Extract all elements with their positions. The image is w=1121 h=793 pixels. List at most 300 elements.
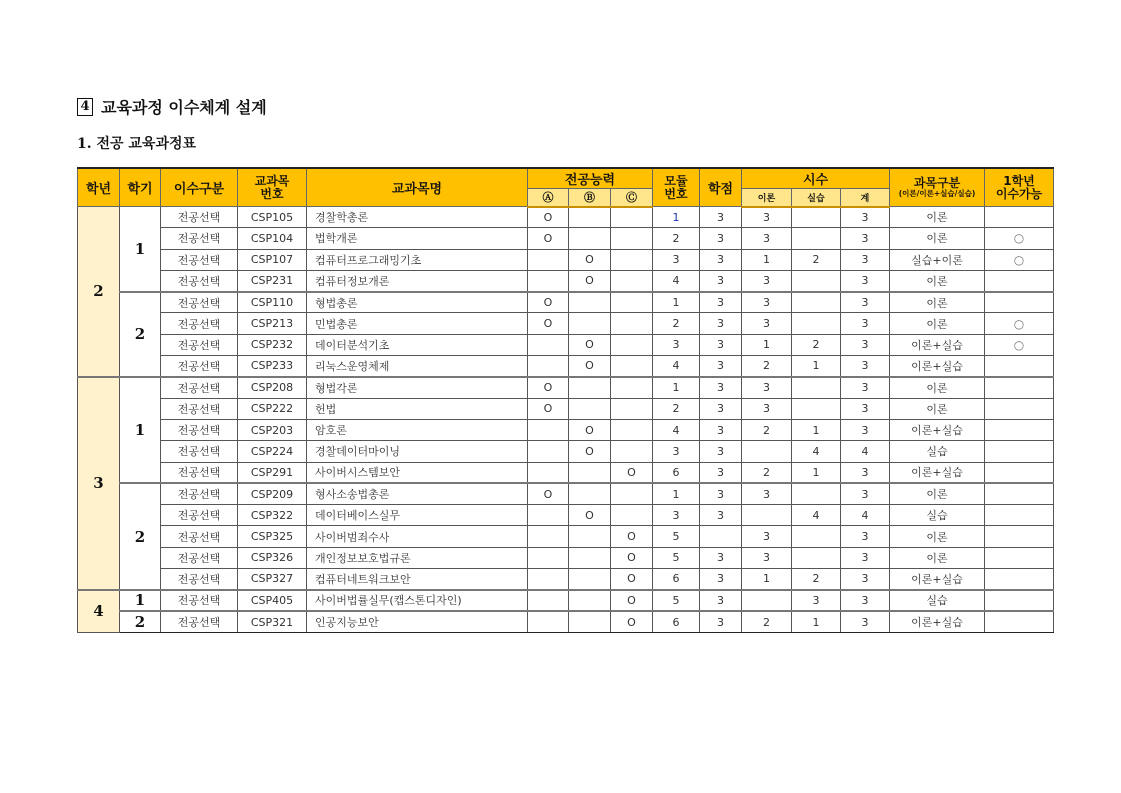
- hours-practice-cell: 1: [792, 611, 841, 632]
- competency-b-cell: [569, 590, 611, 611]
- course-name-cell: 형사소송법총론: [307, 483, 528, 504]
- competency-a-cell: [528, 611, 569, 632]
- first-year-cell: [985, 419, 1054, 440]
- header-hours-total: 계: [841, 189, 890, 207]
- hours-total-cell: 3: [841, 483, 890, 504]
- competency-a-cell: [528, 526, 569, 547]
- type-cell: 전공선택: [161, 483, 238, 504]
- year-cell: 3: [78, 377, 120, 590]
- course-code-cell: CSP326: [238, 547, 307, 568]
- competency-b-cell: [569, 611, 611, 632]
- hours-practice-cell: [792, 292, 841, 313]
- header-category-note: (이론/이론+실습/실습): [898, 189, 976, 198]
- table-row: [78, 569, 1054, 590]
- type-cell: 전공선택: [161, 611, 238, 632]
- course-code-cell: CSP321: [238, 611, 307, 632]
- category-cell: 이론+실습: [890, 334, 985, 355]
- header-course-code-line1: 교과목: [254, 173, 290, 188]
- competency-b-cell: O: [569, 441, 611, 462]
- competency-b-cell: [569, 526, 611, 547]
- competency-a-cell: [528, 419, 569, 440]
- hours-practice-cell: 4: [792, 505, 841, 526]
- course-code-cell: CSP209: [238, 483, 307, 504]
- hours-total-cell: 3: [841, 569, 890, 590]
- hours-practice-cell: [792, 377, 841, 398]
- type-cell: 전공선택: [161, 313, 238, 334]
- category-cell: 이론: [890, 228, 985, 249]
- header-year: 학년: [78, 168, 120, 207]
- first-year-cell: [985, 398, 1054, 419]
- semester-cell: 1: [120, 377, 161, 483]
- credits-cell: 3: [700, 569, 742, 590]
- hours-theory-cell: [742, 590, 792, 611]
- module-cell: 6: [653, 569, 700, 590]
- module-cell: 5: [653, 526, 700, 547]
- semester-cell: 1: [120, 590, 161, 611]
- hours-total-cell: 3: [841, 292, 890, 313]
- semester-cell: 2: [120, 483, 161, 589]
- course-name-cell: 인공지능보안: [307, 611, 528, 632]
- type-cell: 전공선택: [161, 569, 238, 590]
- header-competency-a: Ⓐ: [528, 189, 569, 207]
- table-row: [78, 249, 1054, 270]
- category-cell: 이론+실습: [890, 569, 985, 590]
- first-year-cell: [985, 462, 1054, 483]
- category-cell: 이론+실습: [890, 356, 985, 377]
- course-name-cell: 헌법: [307, 398, 528, 419]
- hours-total-cell: 3: [841, 249, 890, 270]
- table-row: [78, 505, 1054, 526]
- header-semester: 학기: [120, 168, 161, 207]
- competency-c-cell: [611, 270, 653, 291]
- competency-b-cell: [569, 207, 611, 228]
- type-cell: 전공선택: [161, 356, 238, 377]
- table-row: [78, 462, 1054, 483]
- credits-cell: 3: [700, 419, 742, 440]
- competency-b-cell: [569, 462, 611, 483]
- table-row: [78, 377, 1054, 398]
- competency-a-cell: [528, 590, 569, 611]
- course-code-cell: CSP405: [238, 590, 307, 611]
- course-name-cell: 경찰학총론: [307, 207, 528, 228]
- hours-total-cell: 3: [841, 228, 890, 249]
- type-cell: 전공선택: [161, 228, 238, 249]
- first-year-cell: [985, 441, 1054, 462]
- module-cell: 4: [653, 270, 700, 291]
- course-name-cell: 컴퓨터정보개론: [307, 270, 528, 291]
- table-row: [78, 611, 1054, 632]
- credits-cell: 3: [700, 505, 742, 526]
- competency-c-cell: [611, 483, 653, 504]
- header-competency-b: Ⓑ: [569, 189, 611, 207]
- hours-practice-cell: 2: [792, 569, 841, 590]
- table-row: [78, 590, 1054, 611]
- competency-a-cell: [528, 249, 569, 270]
- course-name-cell: 데이터분석기초: [307, 334, 528, 355]
- type-cell: 전공선택: [161, 270, 238, 291]
- course-code-cell: CSP232: [238, 334, 307, 355]
- competency-b-cell: O: [569, 249, 611, 270]
- hours-total-cell: 3: [841, 377, 890, 398]
- competency-b-cell: O: [569, 270, 611, 291]
- hours-total-cell: 3: [841, 462, 890, 483]
- competency-b-cell: [569, 377, 611, 398]
- type-cell: 전공선택: [161, 419, 238, 440]
- competency-c-cell: [611, 419, 653, 440]
- header-course-code-line2: 번호: [260, 186, 284, 201]
- subsection-heading: 1. 전공 교육과정표: [77, 136, 197, 152]
- hours-practice-cell: [792, 207, 841, 228]
- hours-total-cell: 3: [841, 419, 890, 440]
- competency-a-cell: O: [528, 483, 569, 504]
- hours-total-cell: 3: [841, 590, 890, 611]
- competency-c-cell: [611, 356, 653, 377]
- competency-c-cell: [611, 334, 653, 355]
- credits-cell: 3: [700, 270, 742, 291]
- table-row: [78, 483, 1054, 504]
- hours-practice-cell: [792, 526, 841, 547]
- course-name-cell: 형법각론: [307, 377, 528, 398]
- competency-c-cell: [611, 249, 653, 270]
- course-code-cell: CSP325: [238, 526, 307, 547]
- hours-total-cell: 3: [841, 547, 890, 568]
- course-code-cell: CSP104: [238, 228, 307, 249]
- hours-practice-cell: 3: [792, 590, 841, 611]
- first-year-cell: ○: [985, 334, 1054, 355]
- module-cell: 3: [653, 441, 700, 462]
- type-cell: 전공선택: [161, 526, 238, 547]
- header-category: [890, 168, 985, 207]
- header-credits: 학점: [700, 168, 742, 207]
- type-cell: 전공선택: [161, 590, 238, 611]
- competency-c-cell: [611, 398, 653, 419]
- hours-theory-cell: 3: [742, 207, 792, 228]
- hours-total-cell: 3: [841, 526, 890, 547]
- first-year-cell: [985, 292, 1054, 313]
- credits-cell: 3: [700, 441, 742, 462]
- competency-b-cell: [569, 313, 611, 334]
- first-year-cell: ○: [985, 313, 1054, 334]
- credits-cell: 3: [700, 228, 742, 249]
- header-competency: 전공능력: [528, 168, 653, 189]
- hours-total-cell: 3: [841, 611, 890, 632]
- competency-a-cell: O: [528, 292, 569, 313]
- credits-cell: 3: [700, 398, 742, 419]
- hours-theory-cell: 3: [742, 526, 792, 547]
- course-code-cell: CSP203: [238, 419, 307, 440]
- hours-practice-cell: [792, 313, 841, 334]
- competency-a-cell: [528, 441, 569, 462]
- type-cell: 전공선택: [161, 462, 238, 483]
- module-cell: 1: [653, 483, 700, 504]
- hours-theory-cell: 2: [742, 356, 792, 377]
- header-module-line1: 모듈: [664, 173, 688, 188]
- hours-theory-cell: 2: [742, 611, 792, 632]
- competency-b-cell: [569, 547, 611, 568]
- competency-a-cell: O: [528, 207, 569, 228]
- course-code-cell: CSP105: [238, 207, 307, 228]
- competency-b-cell: O: [569, 419, 611, 440]
- header-first-year-line1: 1학년: [1003, 173, 1035, 188]
- module-cell: 5: [653, 590, 700, 611]
- course-name-cell: 법학개론: [307, 228, 528, 249]
- competency-a-cell: O: [528, 398, 569, 419]
- year-cell: 2: [78, 207, 120, 377]
- first-year-cell: [985, 483, 1054, 504]
- competency-c-cell: [611, 441, 653, 462]
- competency-c-cell: O: [611, 526, 653, 547]
- category-cell: 이론+실습: [890, 419, 985, 440]
- hours-theory-cell: 2: [742, 462, 792, 483]
- module-cell: 4: [653, 419, 700, 440]
- hours-theory-cell: 2: [742, 419, 792, 440]
- hours-theory-cell: [742, 505, 792, 526]
- competency-c-cell: O: [611, 462, 653, 483]
- credits-cell: 3: [700, 292, 742, 313]
- year-cell: 4: [78, 590, 120, 633]
- header-module: [653, 168, 700, 207]
- course-name-cell: 사이버범죄수사: [307, 526, 528, 547]
- credits-cell: 3: [700, 462, 742, 483]
- type-cell: 전공선택: [161, 377, 238, 398]
- module-cell: 3: [653, 334, 700, 355]
- hours-practice-cell: 1: [792, 419, 841, 440]
- course-code-cell: CSP107: [238, 249, 307, 270]
- hours-theory-cell: 3: [742, 313, 792, 334]
- course-code-cell: CSP213: [238, 313, 307, 334]
- table-row: [78, 398, 1054, 419]
- first-year-cell: [985, 611, 1054, 632]
- competency-b-cell: [569, 292, 611, 313]
- table-row: [78, 526, 1054, 547]
- module-cell: 3: [653, 505, 700, 526]
- course-code-cell: CSP224: [238, 441, 307, 462]
- competency-a-cell: O: [528, 313, 569, 334]
- category-cell: 이론+실습: [890, 611, 985, 632]
- hours-practice-cell: 1: [792, 462, 841, 483]
- first-year-cell: [985, 569, 1054, 590]
- header-course-code: [238, 168, 307, 207]
- type-cell: 전공선택: [161, 441, 238, 462]
- category-cell: 실습: [890, 590, 985, 611]
- table-row: [78, 334, 1054, 355]
- course-code-cell: CSP208: [238, 377, 307, 398]
- course-name-cell: 개인정보보호법규론: [307, 547, 528, 568]
- course-code-cell: CSP322: [238, 505, 307, 526]
- competency-b-cell: [569, 228, 611, 249]
- table-row: [78, 547, 1054, 568]
- course-name-cell: 컴퓨터프로그래밍기초: [307, 249, 528, 270]
- module-cell: 6: [653, 462, 700, 483]
- header-course-name: 교과목명: [307, 168, 528, 207]
- module-cell: 3: [653, 249, 700, 270]
- first-year-cell: [985, 505, 1054, 526]
- first-year-cell: [985, 526, 1054, 547]
- category-cell: 이론: [890, 398, 985, 419]
- hours-theory-cell: 3: [742, 270, 792, 291]
- course-name-cell: 암호론: [307, 419, 528, 440]
- hours-practice-cell: 2: [792, 249, 841, 270]
- header-hours: 시수: [742, 168, 890, 189]
- course-name-cell: 형법총론: [307, 292, 528, 313]
- competency-b-cell: [569, 398, 611, 419]
- hours-practice-cell: [792, 547, 841, 568]
- first-year-cell: ○: [985, 249, 1054, 270]
- header-hours-theory: 이론: [742, 189, 792, 207]
- type-cell: 전공선택: [161, 398, 238, 419]
- course-name-cell: 컴퓨터네트워크보안: [307, 569, 528, 590]
- module-cell: 1: [653, 207, 700, 228]
- hours-total-cell: 3: [841, 334, 890, 355]
- hours-total-cell: 4: [841, 505, 890, 526]
- credits-cell: 3: [700, 313, 742, 334]
- category-cell: 이론: [890, 207, 985, 228]
- hours-theory-cell: [742, 441, 792, 462]
- type-cell: 전공선택: [161, 292, 238, 313]
- hours-practice-cell: 2: [792, 334, 841, 355]
- table-body: [78, 207, 1054, 633]
- type-cell: 전공선택: [161, 547, 238, 568]
- hours-total-cell: 3: [841, 313, 890, 334]
- module-cell: 2: [653, 228, 700, 249]
- semester-cell: 2: [120, 292, 161, 377]
- category-cell: 이론+실습: [890, 462, 985, 483]
- table-row: [78, 313, 1054, 334]
- competency-a-cell: [528, 505, 569, 526]
- hours-total-cell: 4: [841, 441, 890, 462]
- category-cell: 이론: [890, 377, 985, 398]
- credits-cell: 3: [700, 483, 742, 504]
- course-name-cell: 민법총론: [307, 313, 528, 334]
- course-code-cell: CSP110: [238, 292, 307, 313]
- category-cell: 이론: [890, 313, 985, 334]
- category-cell: 이론: [890, 547, 985, 568]
- competency-b-cell: O: [569, 505, 611, 526]
- module-cell: 2: [653, 398, 700, 419]
- category-cell: 이론: [890, 483, 985, 504]
- hours-theory-cell: 3: [742, 292, 792, 313]
- competency-c-cell: O: [611, 547, 653, 568]
- first-year-cell: [985, 547, 1054, 568]
- hours-practice-cell: [792, 270, 841, 291]
- hours-theory-cell: 3: [742, 483, 792, 504]
- course-name-cell: 경찰데이터마이닝: [307, 441, 528, 462]
- module-cell: 2: [653, 313, 700, 334]
- competency-c-cell: O: [611, 569, 653, 590]
- course-code-cell: CSP231: [238, 270, 307, 291]
- hours-practice-cell: [792, 228, 841, 249]
- category-cell: 실습+이론: [890, 249, 985, 270]
- competency-c-cell: [611, 505, 653, 526]
- credits-cell: 3: [700, 207, 742, 228]
- competency-a-cell: O: [528, 228, 569, 249]
- course-name-cell: 사이버시스템보안: [307, 462, 528, 483]
- module-cell: 6: [653, 611, 700, 632]
- competency-a-cell: [528, 462, 569, 483]
- competency-a-cell: [528, 270, 569, 291]
- section-heading: [77, 95, 267, 118]
- credits-cell: 3: [700, 590, 742, 611]
- header-hours-practice: 실습: [792, 189, 841, 207]
- first-year-cell: [985, 377, 1054, 398]
- credits-cell: 3: [700, 611, 742, 632]
- hours-practice-cell: 4: [792, 441, 841, 462]
- hours-practice-cell: [792, 398, 841, 419]
- competency-b-cell: O: [569, 356, 611, 377]
- module-cell: 5: [653, 547, 700, 568]
- course-code-cell: CSP222: [238, 398, 307, 419]
- hours-theory-cell: 1: [742, 569, 792, 590]
- competency-a-cell: O: [528, 377, 569, 398]
- hours-practice-cell: [792, 483, 841, 504]
- hours-theory-cell: 3: [742, 398, 792, 419]
- course-code-cell: CSP233: [238, 356, 307, 377]
- module-cell: 4: [653, 356, 700, 377]
- hours-total-cell: 3: [841, 270, 890, 291]
- table-row: [78, 270, 1054, 291]
- competency-a-cell: [528, 547, 569, 568]
- table-row: [78, 292, 1054, 313]
- credits-cell: 3: [700, 334, 742, 355]
- hours-total-cell: 3: [841, 356, 890, 377]
- category-cell: 이론: [890, 526, 985, 547]
- type-cell: 전공선택: [161, 207, 238, 228]
- curriculum-table: [77, 167, 1054, 633]
- competency-c-cell: [611, 377, 653, 398]
- hours-theory-cell: 1: [742, 249, 792, 270]
- competency-a-cell: [528, 334, 569, 355]
- header-module-line2: 번호: [664, 186, 688, 201]
- header-first-year-line2: 이수가능: [995, 186, 1043, 201]
- course-code-cell: CSP291: [238, 462, 307, 483]
- table-row: [78, 356, 1054, 377]
- credits-cell: 3: [700, 356, 742, 377]
- table-row: [78, 441, 1054, 462]
- course-name-cell: 리눅스운영체제: [307, 356, 528, 377]
- first-year-cell: [985, 207, 1054, 228]
- category-cell: 실습: [890, 441, 985, 462]
- category-cell: 실습: [890, 505, 985, 526]
- table-row: [78, 207, 1054, 228]
- competency-c-cell: [611, 228, 653, 249]
- credits-cell: 3: [700, 377, 742, 398]
- hours-theory-cell: 3: [742, 377, 792, 398]
- credits-cell: [700, 526, 742, 547]
- course-code-cell: CSP327: [238, 569, 307, 590]
- credits-cell: 3: [700, 249, 742, 270]
- type-cell: 전공선택: [161, 249, 238, 270]
- course-name-cell: 데이터베이스실무: [307, 505, 528, 526]
- section-title: 교육과정 이수체계 설계: [101, 98, 267, 117]
- credits-cell: 3: [700, 547, 742, 568]
- competency-c-cell: [611, 313, 653, 334]
- table-row: [78, 228, 1054, 249]
- category-cell: 이론: [890, 270, 985, 291]
- competency-c-cell: [611, 207, 653, 228]
- header-first-year: [985, 168, 1054, 207]
- hours-theory-cell: 3: [742, 228, 792, 249]
- table-row: [78, 419, 1054, 440]
- semester-cell: 2: [120, 611, 161, 632]
- hours-total-cell: 3: [841, 207, 890, 228]
- competency-a-cell: [528, 356, 569, 377]
- course-name-cell: 사이버법률실무(캡스톤디자인): [307, 590, 528, 611]
- competency-a-cell: [528, 569, 569, 590]
- type-cell: 전공선택: [161, 334, 238, 355]
- competency-c-cell: O: [611, 590, 653, 611]
- semester-cell: 1: [120, 207, 161, 292]
- competency-b-cell: [569, 483, 611, 504]
